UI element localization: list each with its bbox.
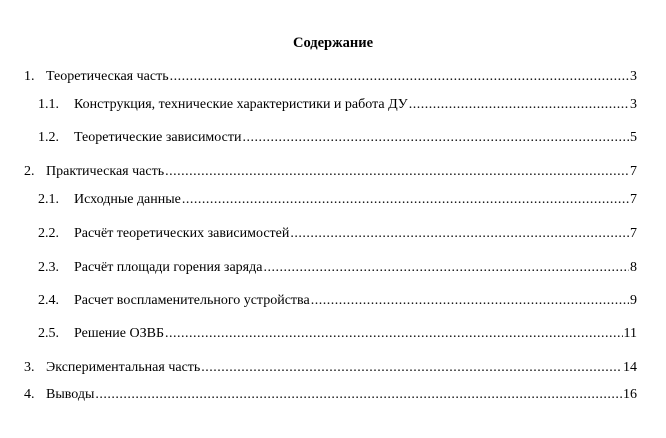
- toc-entry-number: 2.1.: [38, 192, 59, 207]
- toc-entry-page: 8: [630, 260, 637, 275]
- dot-leader: [263, 259, 629, 277]
- toc-entry-title: Конструкция, технические характеристики и работа ДУ: [74, 97, 408, 112]
- toc-entry-number: 1.2.: [38, 130, 59, 145]
- toc-entry-1-2[interactable]: [38, 129, 637, 147]
- toc-entry-3[interactable]: [24, 359, 637, 377]
- toc-entry-number: 3.: [24, 360, 35, 375]
- toc-entry-title: Практическая часть: [46, 164, 165, 179]
- toc-entry-2-5[interactable]: [38, 325, 637, 343]
- dot-leader: [201, 359, 622, 377]
- toc-entry-2-1[interactable]: [38, 191, 637, 209]
- dot-leader: [170, 68, 629, 86]
- toc-entry-title: Расчёт теоретических зависимостей: [74, 226, 290, 241]
- toc-entry-2-4[interactable]: [38, 292, 637, 310]
- dot-leader: [311, 292, 629, 310]
- toc-entry-page: 7: [630, 164, 637, 179]
- toc-entry-2-2[interactable]: [38, 225, 637, 243]
- dot-leader: [242, 129, 629, 147]
- toc-entry-title: Выводы: [46, 387, 95, 402]
- toc-entry-2[interactable]: [24, 163, 637, 181]
- toc-entry-1[interactable]: [24, 68, 637, 86]
- toc-entry-number: 1.1.: [38, 97, 59, 112]
- page-title: Содержание: [292, 35, 374, 51]
- dot-leader: [165, 163, 629, 181]
- toc-entry-title: Теоретические зависимости: [74, 130, 242, 145]
- dot-leader: [409, 96, 629, 114]
- dot-leader: [95, 386, 622, 404]
- toc-entry-title: Исходные данные: [74, 192, 181, 207]
- toc-entry-page: 14: [623, 360, 637, 375]
- dot-leader: [182, 191, 629, 209]
- toc-entry-title: Расчёт площади горения заряда: [74, 260, 263, 275]
- toc-entry-page: 5: [630, 130, 637, 145]
- dot-leader: [165, 325, 623, 343]
- toc-entry-2-3[interactable]: [38, 259, 637, 277]
- toc-entry-4[interactable]: [24, 386, 637, 404]
- dot-leader: [290, 225, 629, 243]
- toc-entry-page: 9: [630, 293, 637, 308]
- toc-entry-page: 7: [630, 192, 637, 207]
- toc-entry-page: 3: [630, 69, 637, 84]
- toc-entry-page: 11: [623, 326, 637, 341]
- toc-entry-title: Расчет воспламенительного устройства: [74, 293, 310, 308]
- toc-entry-number: 2.3.: [38, 260, 59, 275]
- toc-entry-number: 1.: [24, 69, 35, 84]
- toc-entry-title: Теоретическая часть: [46, 69, 169, 84]
- toc-entry-page: 16: [623, 387, 637, 402]
- toc-entry-title: Решение ОЗВБ: [74, 326, 165, 341]
- toc-entry-number: 2.4.: [38, 293, 59, 308]
- toc-entry-title: Экспериментальная часть: [46, 360, 201, 375]
- toc-entry-1-1[interactable]: [38, 96, 637, 114]
- toc-entry-number: 2.: [24, 164, 35, 179]
- toc-entry-number: 2.5.: [38, 326, 59, 341]
- toc-entry-page: 7: [630, 226, 637, 241]
- toc-entry-page: 3: [630, 97, 637, 112]
- toc-entry-number: 4.: [24, 387, 35, 402]
- toc-entry-number: 2.2.: [38, 226, 59, 241]
